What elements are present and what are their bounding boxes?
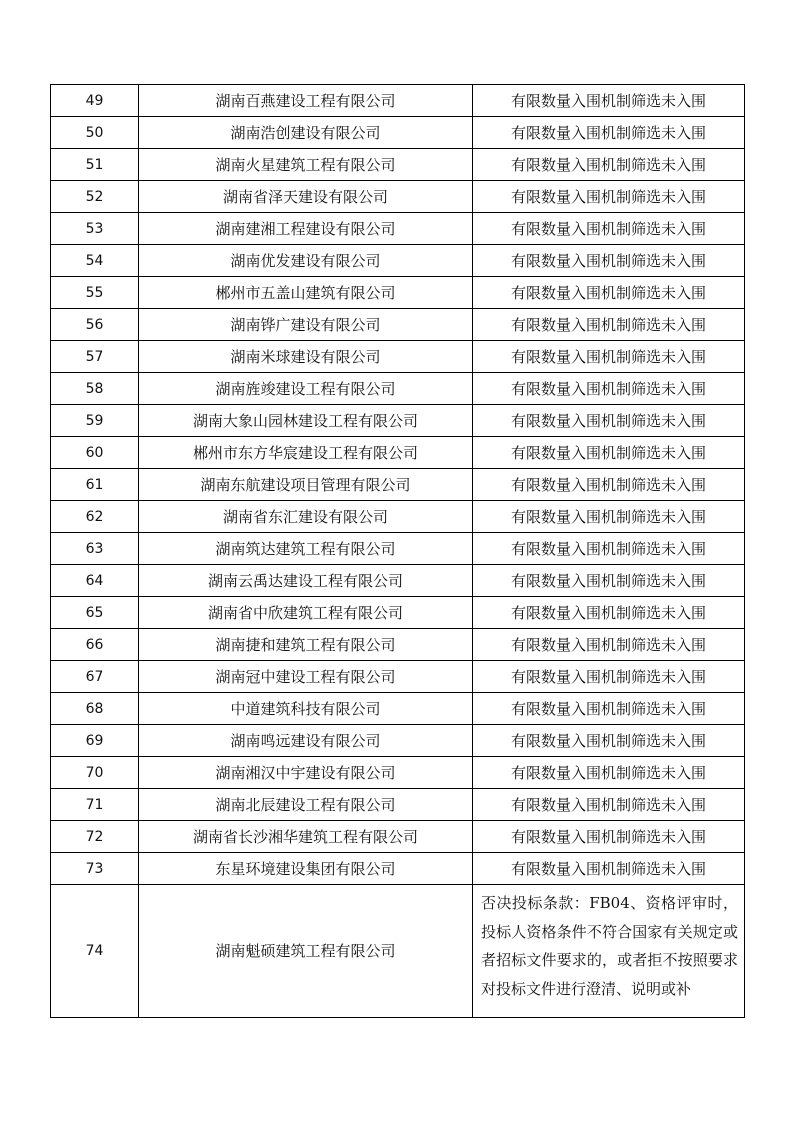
company-name-cell: 湖南北辰建设工程有限公司	[139, 789, 473, 821]
row-number-cell: 71	[51, 789, 139, 821]
row-number-cell: 52	[51, 181, 139, 213]
table-row	[51, 565, 745, 597]
row-number-cell: 50	[51, 117, 139, 149]
result-reason-cell: 有限数量入围机制筛选未入围	[473, 117, 745, 149]
company-name-cell: 湖南省泽天建设有限公司	[139, 181, 473, 213]
result-reason-cell: 有限数量入围机制筛选未入围	[473, 85, 745, 117]
company-name-cell: 湖南云禹达建设工程有限公司	[139, 565, 473, 597]
document-page	[50, 84, 745, 1018]
result-reason-cell: 有限数量入围机制筛选未入围	[473, 821, 745, 853]
row-number-cell: 70	[51, 757, 139, 789]
table-row	[51, 245, 745, 277]
company-name-cell: 湖南省中欣建筑工程有限公司	[139, 597, 473, 629]
company-name-cell: 湖南建湘工程建设有限公司	[139, 213, 473, 245]
row-number-cell: 59	[51, 405, 139, 437]
row-number-cell: 62	[51, 501, 139, 533]
row-number-cell: 65	[51, 597, 139, 629]
table-row	[51, 437, 745, 469]
row-number-cell: 51	[51, 149, 139, 181]
row-number-cell: 64	[51, 565, 139, 597]
company-name-cell: 湖南鸣远建设有限公司	[139, 725, 473, 757]
result-reason-cell: 有限数量入围机制筛选未入围	[473, 437, 745, 469]
row-number-cell: 56	[51, 309, 139, 341]
result-reason-cell: 有限数量入围机制筛选未入围	[473, 533, 745, 565]
company-name-cell: 湖南东航建设项目管理有限公司	[139, 469, 473, 501]
result-reason-cell: 有限数量入围机制筛选未入围	[473, 277, 745, 309]
company-name-cell: 中道建筑科技有限公司	[139, 693, 473, 725]
results-table	[50, 84, 745, 1018]
table-row	[51, 693, 745, 725]
company-name-cell: 湖南浩创建设有限公司	[139, 117, 473, 149]
row-number-cell: 57	[51, 341, 139, 373]
result-reason-cell: 有限数量入围机制筛选未入围	[473, 245, 745, 277]
table-row	[51, 117, 745, 149]
table-row	[51, 821, 745, 853]
table-row	[51, 789, 745, 821]
table-row	[51, 757, 745, 789]
table-row	[51, 629, 745, 661]
result-reason-cell: 有限数量入围机制筛选未入围	[473, 341, 745, 373]
row-number-cell: 68	[51, 693, 139, 725]
result-reason-cell: 有限数量入围机制筛选未入围	[473, 501, 745, 533]
table-row	[51, 213, 745, 245]
result-reason-cell: 有限数量入围机制筛选未入围	[473, 213, 745, 245]
result-reason-cell: 有限数量入围机制筛选未入围	[473, 309, 745, 341]
table-row	[51, 341, 745, 373]
result-reason-cell: 有限数量入围机制筛选未入围	[473, 149, 745, 181]
result-reason-cell: 有限数量入围机制筛选未入围	[473, 693, 745, 725]
table-row	[51, 373, 745, 405]
company-name-cell: 湖南旌竣建设工程有限公司	[139, 373, 473, 405]
table-row	[51, 597, 745, 629]
results-table-body	[51, 85, 745, 1018]
table-row	[51, 309, 745, 341]
row-number-cell: 61	[51, 469, 139, 501]
company-name-cell: 湖南火星建筑工程有限公司	[139, 149, 473, 181]
result-reason-cell: 有限数量入围机制筛选未入围	[473, 757, 745, 789]
table-row	[51, 181, 745, 213]
row-number-cell: 55	[51, 277, 139, 309]
company-name-cell: 湖南百燕建设工程有限公司	[139, 85, 473, 117]
row-number-cell: 72	[51, 821, 139, 853]
company-name-cell: 郴州市五盖山建筑有限公司	[139, 277, 473, 309]
result-reason-cell: 有限数量入围机制筛选未入围	[473, 565, 745, 597]
result-reason-cell: 有限数量入围机制筛选未入围	[473, 661, 745, 693]
result-reason-cell: 有限数量入围机制筛选未入围	[473, 629, 745, 661]
company-name-cell: 东星环境建设集团有限公司	[139, 853, 473, 885]
table-row	[51, 405, 745, 437]
row-number-cell: 49	[51, 85, 139, 117]
row-number-cell: 53	[51, 213, 139, 245]
result-reason-cell: 有限数量入围机制筛选未入围	[473, 181, 745, 213]
result-reason-cell: 有限数量入围机制筛选未入围	[473, 853, 745, 885]
result-reason-cell: 有限数量入围机制筛选未入围	[473, 373, 745, 405]
result-reason-cell: 有限数量入围机制筛选未入围	[473, 725, 745, 757]
table-row	[51, 469, 745, 501]
company-name-cell: 湖南省长沙湘华建筑工程有限公司	[139, 821, 473, 853]
result-reason-cell: 否决投标条款：FB04、资格评审时，投标人资格条件不符合国家有关规定或者招标文件要求的，或者拒不按照要求对投标文件进行澄清、说明或补	[473, 885, 745, 1018]
row-number-cell: 63	[51, 533, 139, 565]
table-row	[51, 885, 745, 1018]
result-reason-cell: 有限数量入围机制筛选未入围	[473, 405, 745, 437]
row-number-cell: 67	[51, 661, 139, 693]
company-name-cell: 湖南米球建设有限公司	[139, 341, 473, 373]
table-row	[51, 149, 745, 181]
company-name-cell: 湖南优发建设有限公司	[139, 245, 473, 277]
company-name-cell: 湖南冠中建设工程有限公司	[139, 661, 473, 693]
table-row	[51, 725, 745, 757]
company-name-cell: 湖南省东汇建设有限公司	[139, 501, 473, 533]
table-row	[51, 501, 745, 533]
company-name-cell: 湖南捷和建筑工程有限公司	[139, 629, 473, 661]
table-row	[51, 661, 745, 693]
table-row	[51, 853, 745, 885]
company-name-cell: 郴州市东方华宸建设工程有限公司	[139, 437, 473, 469]
row-number-cell: 60	[51, 437, 139, 469]
row-number-cell: 66	[51, 629, 139, 661]
table-row	[51, 277, 745, 309]
row-number-cell: 73	[51, 853, 139, 885]
result-reason-cell: 有限数量入围机制筛选未入围	[473, 789, 745, 821]
company-name-cell: 湖南魁硕建筑工程有限公司	[139, 885, 473, 1018]
row-number-cell: 58	[51, 373, 139, 405]
company-name-cell: 湖南筑达建筑工程有限公司	[139, 533, 473, 565]
row-number-cell: 54	[51, 245, 139, 277]
table-row	[51, 85, 745, 117]
row-number-cell: 69	[51, 725, 139, 757]
company-name-cell: 湖南铧广建设有限公司	[139, 309, 473, 341]
row-number-cell: 74	[51, 885, 139, 1018]
table-row	[51, 533, 745, 565]
company-name-cell: 湖南湘汉中宇建设有限公司	[139, 757, 473, 789]
result-reason-cell: 有限数量入围机制筛选未入围	[473, 597, 745, 629]
company-name-cell: 湖南大象山园林建设工程有限公司	[139, 405, 473, 437]
result-reason-cell: 有限数量入围机制筛选未入围	[473, 469, 745, 501]
